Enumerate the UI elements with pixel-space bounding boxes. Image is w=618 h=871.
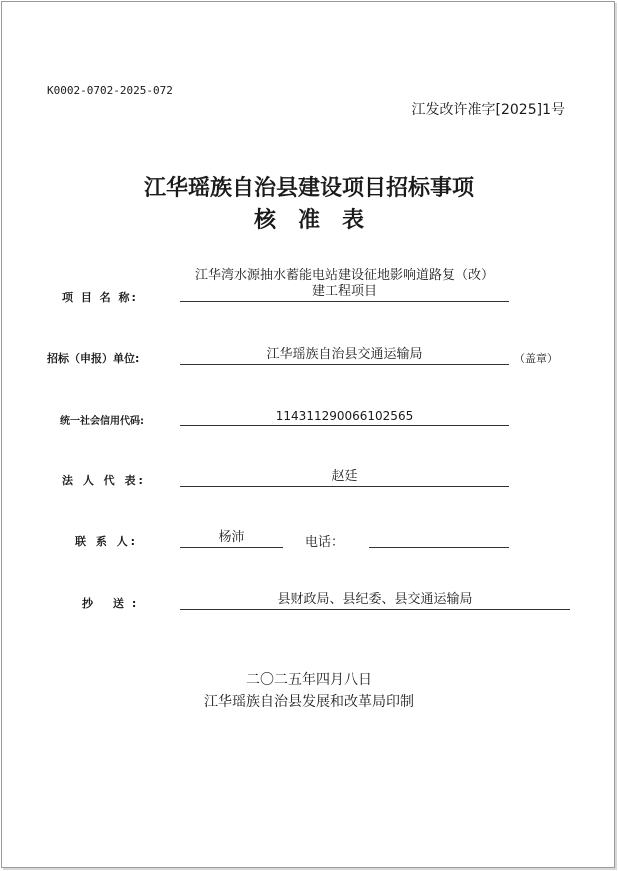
bidder-value: 江华瑶族自治县交通运输局 — [180, 347, 509, 365]
legal-rep-value: 赵廷 — [180, 469, 509, 487]
credit-code-label: 统一社会信用代码: — [60, 416, 144, 427]
bidder-label: 招标（申报）单位: — [47, 352, 140, 365]
contact-label: 联 系 人: — [75, 535, 139, 548]
legal-rep-label: 法 人 代 表: — [62, 474, 146, 487]
approval-number: 江发改许准字[2025]1号 — [411, 102, 565, 118]
document-code: K0002-0702-2025-072 — [47, 84, 173, 97]
cc-value: 县财政局、县纪委、县交通运输局 — [180, 592, 570, 610]
footer-date: 二〇二五年四月八日 — [246, 672, 372, 688]
credit-code-value: 114311290066102565 — [180, 408, 509, 426]
document-subtitle: 核准表 — [253, 208, 386, 233]
cc-label: 抄 送: — [82, 597, 145, 610]
project-name-value: 江华湾水源抽水蓄能电站建设征地影响道路复（改）建工程项目 — [180, 268, 509, 302]
document-title: 江华瑶族自治县建设项目招标事项 — [143, 176, 474, 201]
footer-issuer: 江华瑶族自治县发展和改革局印制 — [204, 694, 414, 710]
contact-value: 杨沛 — [180, 530, 283, 548]
project-name-label: 项 目 名 称: — [62, 291, 138, 304]
phone-value — [369, 530, 509, 548]
seal-note: （盖章） — [514, 352, 558, 365]
phone-label: 电话： — [305, 535, 345, 550]
page-border — [1, 1, 615, 868]
